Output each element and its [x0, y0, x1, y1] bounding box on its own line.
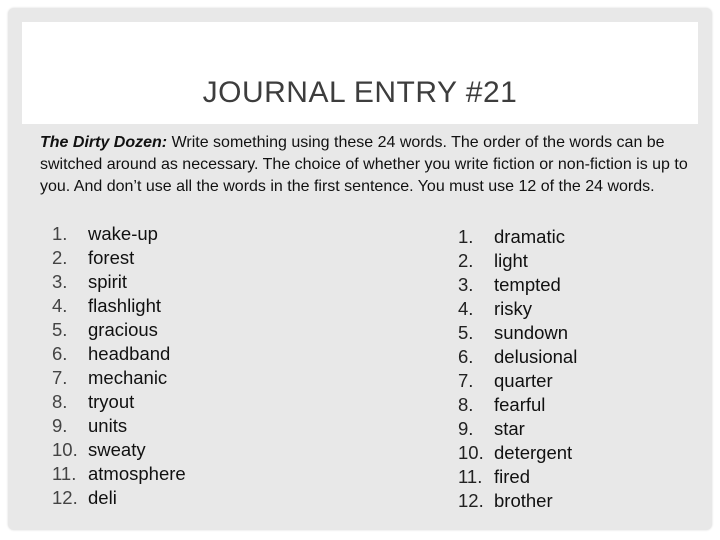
item-word: sweaty — [88, 439, 146, 460]
list-item — [458, 273, 577, 297]
list-item — [52, 318, 186, 342]
item-word: forest — [88, 247, 135, 268]
word-list-left — [52, 222, 186, 510]
item-number: 11. — [458, 466, 483, 487]
item-word: detergent — [494, 442, 573, 463]
item-word: units — [88, 415, 128, 436]
item-word: brother — [494, 490, 553, 511]
list-item — [458, 225, 577, 249]
item-number: 9. — [458, 418, 474, 439]
item-number: 8. — [458, 394, 474, 415]
list-item — [52, 414, 186, 438]
item-word: fearful — [494, 394, 546, 415]
item-number: 2. — [52, 247, 68, 268]
list-item — [52, 342, 186, 366]
item-number: 4. — [52, 295, 68, 316]
list-item — [52, 462, 186, 486]
word-list-right — [458, 225, 577, 513]
list-item — [52, 270, 186, 294]
instructions-text: Write something using these 24 words. The order of the words can be switched around as necessary. The choice of whether you write fiction or non-fiction is up to you. And don’t use all the words in the first sentence. You must use 12 of the 24 words. — [40, 134, 688, 195]
list-item — [458, 345, 577, 369]
title-box — [22, 22, 698, 124]
item-word: risky — [494, 298, 533, 319]
list-item — [458, 297, 577, 321]
item-number: 3. — [458, 274, 474, 295]
item-number: 5. — [52, 319, 68, 340]
item-word: atmosphere — [88, 463, 186, 484]
item-word: tryout — [88, 391, 135, 412]
item-word: sundown — [494, 322, 569, 343]
list-item — [458, 321, 577, 345]
item-word: headband — [88, 343, 171, 364]
instructions-paragraph — [40, 132, 690, 198]
list-item — [458, 249, 577, 273]
item-word: fired — [494, 466, 530, 487]
item-word: light — [494, 250, 528, 271]
item-number: 1. — [458, 226, 474, 247]
item-number: 8. — [52, 391, 68, 412]
list-item — [52, 366, 186, 390]
item-number: 6. — [52, 343, 68, 364]
item-number: 12. — [458, 490, 484, 511]
list-item — [458, 441, 577, 465]
item-number: 5. — [458, 322, 474, 343]
slide-title: JOURNAL ENTRY #21 — [202, 76, 518, 109]
list-item — [458, 369, 577, 393]
item-number: 6. — [458, 346, 474, 367]
list-item — [458, 465, 577, 489]
item-number: 7. — [458, 370, 474, 391]
item-number: 9. — [52, 415, 68, 436]
list-item — [458, 489, 577, 513]
item-word: deli — [88, 487, 117, 508]
list-item — [52, 294, 186, 318]
item-word: delusional — [494, 346, 578, 367]
item-number: 12. — [52, 487, 78, 508]
item-word: wake-up — [88, 223, 158, 244]
list-item — [52, 222, 186, 246]
item-word: star — [494, 418, 525, 439]
list-item — [458, 393, 577, 417]
item-word: flashlight — [88, 295, 162, 316]
item-number: 11. — [52, 463, 77, 484]
item-word: tempted — [494, 274, 561, 295]
item-number: 3. — [52, 271, 68, 292]
item-number: 7. — [52, 367, 68, 388]
item-word: dramatic — [494, 226, 565, 247]
item-number: 10. — [52, 439, 78, 460]
list-item — [52, 438, 186, 462]
instructions-lead: The Dirty Dozen: — [40, 134, 168, 151]
item-number: 4. — [458, 298, 474, 319]
item-word: mechanic — [88, 367, 168, 388]
item-number: 1. — [52, 223, 68, 244]
list-item — [52, 390, 186, 414]
list-item — [458, 417, 577, 441]
item-number: 2. — [458, 250, 474, 271]
item-number: 10. — [458, 442, 484, 463]
list-item — [52, 486, 186, 510]
item-word: gracious — [88, 319, 158, 340]
list-item — [52, 246, 186, 270]
item-word: spirit — [88, 271, 128, 292]
item-word: quarter — [494, 370, 553, 391]
